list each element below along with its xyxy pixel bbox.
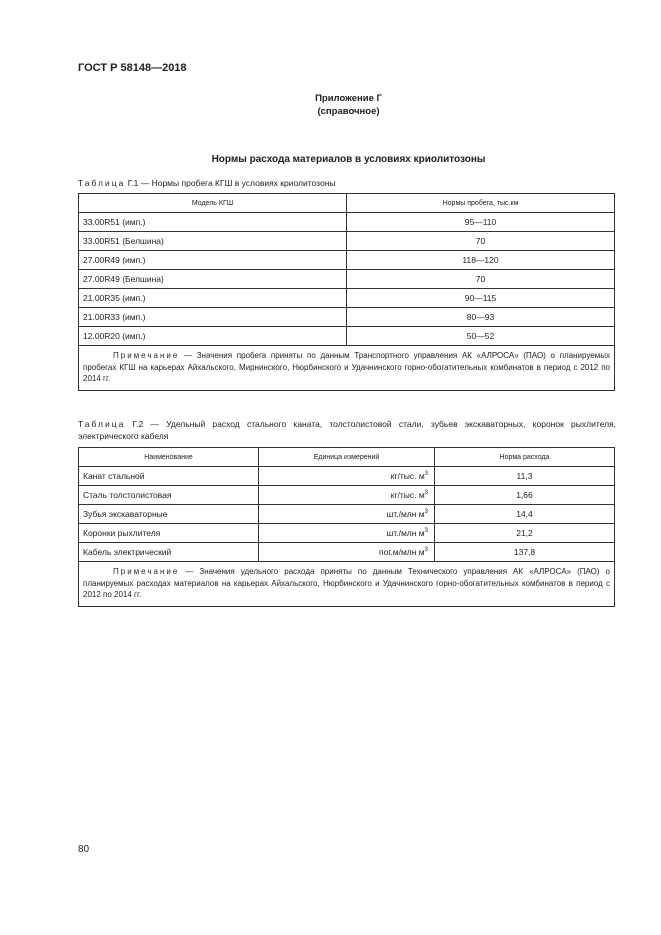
table-row bbox=[79, 505, 615, 524]
appendix-heading bbox=[0, 93, 661, 118]
tire-model-cell: 27.00R49 (имп.) bbox=[79, 251, 347, 270]
note-text: — Значения пробега приняты по данным Транспортного управления АК «АЛРОСА» (ПАО) о планируемых пробегах КГШ на карьерах Айхальского, Мирнинского, Нюрбинского и Удачнинского горно-обогатительных комбинатов в период с 2012 по 2014 гг. bbox=[83, 351, 610, 383]
rate-cell: 11,3 bbox=[435, 467, 615, 486]
note-label: Примечание bbox=[113, 351, 180, 360]
mileage-cell: 70 bbox=[347, 270, 615, 289]
rate-cell: 21,2 bbox=[435, 524, 615, 543]
table-note-row bbox=[79, 562, 615, 607]
appendix-subtitle: (справочное) bbox=[317, 105, 380, 117]
material-name-cell: Зубья экскаваторные bbox=[79, 505, 259, 524]
tire-model-cell: 27.00R49 (Белшина) bbox=[79, 270, 347, 289]
unit-cell: кг/тыс. $м^3$ bbox=[259, 467, 435, 486]
unit-cell: шт./млн $м^3$ bbox=[259, 505, 435, 524]
table-note bbox=[79, 346, 615, 391]
table1-caption-prefix: Таблица bbox=[78, 178, 126, 188]
column-header: Наименование bbox=[79, 448, 259, 467]
table-row bbox=[79, 270, 615, 289]
table-header-row bbox=[79, 194, 615, 213]
mileage-cell: 80—93 bbox=[347, 308, 615, 327]
note-label: Примечание bbox=[113, 567, 180, 576]
column-header: Модель КГШ bbox=[79, 194, 347, 213]
table2-caption-text: Г.2 — Удельный расход стального каната, толстолистовой стали, зубьев экскаваторных, коронок рыхлителя, электрического кабеля bbox=[78, 419, 616, 441]
material-name-cell: Коронки рыхлителя bbox=[79, 524, 259, 543]
column-header: Единица измерений bbox=[259, 448, 435, 467]
standard-code: ГОСТ Р 58148—2018 bbox=[78, 62, 187, 74]
unit-cell: пог.м/млн $м^3$ bbox=[259, 543, 435, 562]
table-row bbox=[79, 327, 615, 346]
mileage-cell: 90—115 bbox=[347, 289, 615, 308]
table2-caption bbox=[78, 419, 616, 442]
table-row bbox=[79, 251, 615, 270]
table-row bbox=[79, 213, 615, 232]
material-name-cell: Сталь толстолистовая bbox=[79, 486, 259, 505]
unit-cell: шт./млн $м^3$ bbox=[259, 524, 435, 543]
table2-caption-prefix: Таблица bbox=[78, 419, 126, 429]
section-title: Нормы расхода материалов в условиях криолитозоны bbox=[211, 154, 486, 165]
rate-cell: 1,66 bbox=[435, 486, 615, 505]
mileage-cell: 50—52 bbox=[347, 327, 615, 346]
column-header: Норма расхода bbox=[435, 448, 615, 467]
page-number: 80 bbox=[78, 844, 90, 855]
rate-cell: 137,8 bbox=[435, 543, 615, 562]
table-row bbox=[79, 543, 615, 562]
material-name-cell: Канат стальной bbox=[79, 467, 259, 486]
mileage-cell: 70 bbox=[347, 232, 615, 251]
table-row bbox=[79, 486, 615, 505]
table-row bbox=[79, 308, 615, 327]
tire-model-cell: 21.00R35 (имп.) bbox=[79, 289, 347, 308]
table-row bbox=[79, 467, 615, 486]
table1-caption bbox=[78, 178, 616, 190]
material-consumption-table bbox=[78, 447, 615, 607]
table1-caption-text: Г.1 — Нормы пробега КГШ в условиях криолитозоны bbox=[127, 178, 336, 188]
table-header-row bbox=[79, 448, 615, 467]
tire-model-cell: 21.00R33 (имп.) bbox=[79, 308, 347, 327]
column-header: Нормы пробега, тыс.км bbox=[347, 194, 615, 213]
appendix-title: Приложение Г bbox=[315, 93, 382, 104]
note-text: — Значения удельного расхода приняты по данным Технического управления АК «АЛРОСА» (ПАО) о планируемых расходах материалов на карьерах Айхальского, Нюрбинского и Удачнинского горно-обогатительных комбинатов в период с 2012 по 2014 гг. bbox=[83, 567, 610, 599]
tire-model-cell: 12.00R20 (имп.) bbox=[79, 327, 347, 346]
table-row bbox=[79, 524, 615, 543]
table-note bbox=[79, 562, 615, 607]
mileage-norms-table bbox=[78, 193, 615, 391]
table-row bbox=[79, 232, 615, 251]
table-note-row bbox=[79, 346, 615, 391]
table-row bbox=[79, 289, 615, 308]
tire-model-cell: 33.00R51 (Белшина) bbox=[79, 232, 347, 251]
tire-model-cell: 33.00R51 (имп.) bbox=[79, 213, 347, 232]
material-name-cell: Кабель электрический bbox=[79, 543, 259, 562]
mileage-cell: 118—120 bbox=[347, 251, 615, 270]
mileage-cell: 95—110 bbox=[347, 213, 615, 232]
unit-cell: кг/тыс. $м^3$ bbox=[259, 486, 435, 505]
rate-cell: 14,4 bbox=[435, 505, 615, 524]
